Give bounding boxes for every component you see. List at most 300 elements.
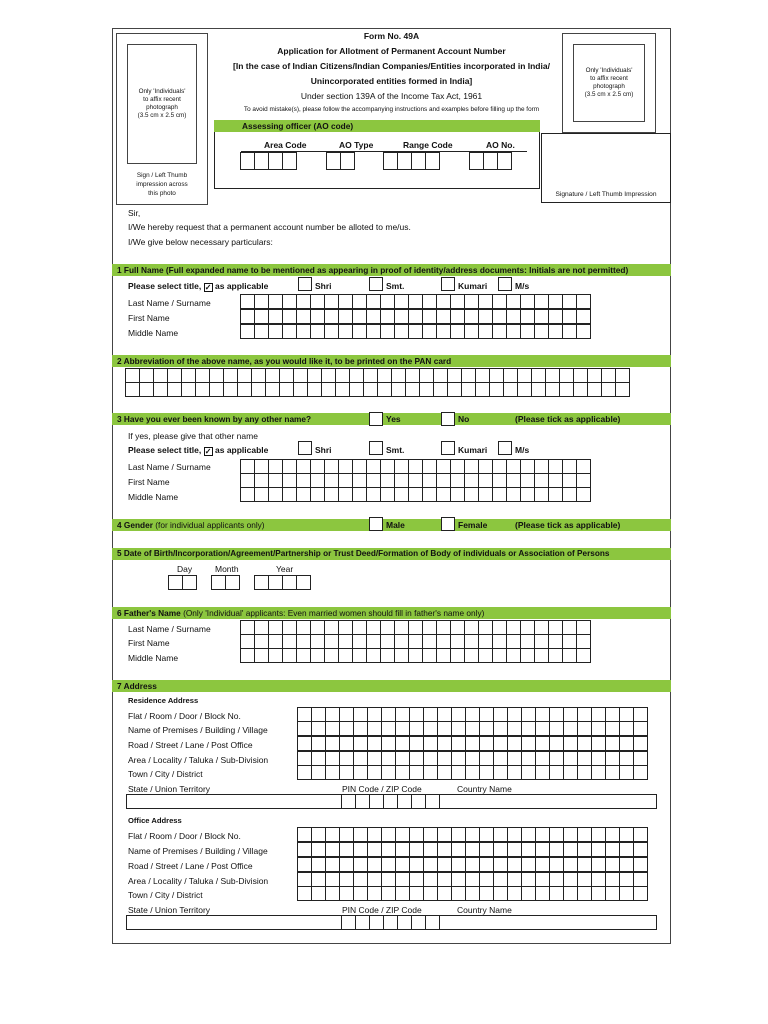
char-box[interactable] xyxy=(591,751,606,766)
char-box[interactable] xyxy=(507,886,522,901)
char-box[interactable] xyxy=(548,620,563,635)
char-box[interactable] xyxy=(577,886,592,901)
char-box[interactable] xyxy=(605,842,620,857)
char-box[interactable] xyxy=(577,751,592,766)
char-box[interactable] xyxy=(325,721,340,736)
s4-male-checkbox[interactable] xyxy=(369,517,383,531)
char-box[interactable] xyxy=(549,886,564,901)
char-box[interactable] xyxy=(324,487,339,502)
char-box[interactable] xyxy=(465,842,480,857)
char-box[interactable] xyxy=(254,634,269,649)
char-box[interactable] xyxy=(436,648,451,663)
char-box[interactable] xyxy=(492,294,507,309)
char-box[interactable] xyxy=(577,857,592,872)
char-box[interactable] xyxy=(577,736,592,751)
char-box[interactable] xyxy=(367,886,382,901)
char-box[interactable] xyxy=(520,487,535,502)
char-box[interactable] xyxy=(296,324,311,339)
char-box[interactable] xyxy=(324,648,339,663)
off-address-boxes-3[interactable] xyxy=(298,857,648,872)
char-box[interactable] xyxy=(352,634,367,649)
char-box[interactable] xyxy=(479,736,494,751)
char-box[interactable] xyxy=(591,827,606,842)
char-box[interactable] xyxy=(268,324,283,339)
char-box[interactable] xyxy=(563,857,578,872)
char-box[interactable] xyxy=(517,382,532,397)
char-box[interactable] xyxy=(549,721,564,736)
char-box[interactable] xyxy=(240,648,255,663)
char-box[interactable] xyxy=(383,915,398,930)
ao-code-boxes-2[interactable] xyxy=(327,152,355,170)
char-box[interactable] xyxy=(381,872,396,887)
char-box[interactable] xyxy=(549,707,564,722)
char-box[interactable] xyxy=(489,368,504,383)
char-box[interactable] xyxy=(311,707,326,722)
char-box[interactable] xyxy=(437,886,452,901)
char-box[interactable] xyxy=(367,736,382,751)
char-box[interactable] xyxy=(355,915,370,930)
char-box[interactable] xyxy=(297,707,312,722)
char-box[interactable] xyxy=(395,857,410,872)
char-box[interactable] xyxy=(409,886,424,901)
char-box[interactable] xyxy=(450,459,465,474)
char-box[interactable] xyxy=(321,368,336,383)
char-box[interactable] xyxy=(338,324,353,339)
char-box[interactable] xyxy=(352,473,367,488)
char-box[interactable] xyxy=(465,886,480,901)
char-box[interactable] xyxy=(465,765,480,780)
char-box[interactable] xyxy=(461,368,476,383)
char-box[interactable] xyxy=(520,620,535,635)
char-box[interactable] xyxy=(507,842,522,857)
char-box[interactable] xyxy=(576,459,591,474)
char-box[interactable] xyxy=(520,473,535,488)
char-box[interactable] xyxy=(478,634,493,649)
char-box[interactable] xyxy=(381,751,396,766)
char-box[interactable] xyxy=(352,309,367,324)
res-address-boxes-5[interactable] xyxy=(298,765,648,780)
char-box[interactable] xyxy=(394,620,409,635)
char-box[interactable] xyxy=(562,294,577,309)
char-box[interactable] xyxy=(605,827,620,842)
char-box[interactable] xyxy=(311,751,326,766)
char-box[interactable] xyxy=(335,368,350,383)
char-box[interactable] xyxy=(254,620,269,635)
char-box[interactable] xyxy=(409,842,424,857)
char-box[interactable] xyxy=(405,382,420,397)
char-box[interactable] xyxy=(293,382,308,397)
char-box[interactable] xyxy=(475,368,490,383)
char-box[interactable] xyxy=(367,765,382,780)
char-box[interactable] xyxy=(619,827,634,842)
char-box[interactable] xyxy=(352,324,367,339)
char-box[interactable] xyxy=(367,842,382,857)
char-box[interactable] xyxy=(451,857,466,872)
char-box[interactable] xyxy=(451,765,466,780)
char-box[interactable] xyxy=(338,473,353,488)
char-box[interactable] xyxy=(240,487,255,502)
char-box[interactable] xyxy=(423,765,438,780)
char-box[interactable] xyxy=(451,842,466,857)
char-box[interactable] xyxy=(353,872,368,887)
char-box[interactable] xyxy=(425,152,440,170)
char-box[interactable] xyxy=(475,382,490,397)
char-box[interactable] xyxy=(411,152,426,170)
char-box[interactable] xyxy=(465,736,480,751)
char-box[interactable] xyxy=(268,473,283,488)
char-box[interactable] xyxy=(450,487,465,502)
char-box[interactable] xyxy=(535,736,550,751)
char-box[interactable] xyxy=(489,382,504,397)
char-box[interactable] xyxy=(338,634,353,649)
char-box[interactable] xyxy=(451,751,466,766)
char-box[interactable] xyxy=(408,324,423,339)
char-box[interactable] xyxy=(167,368,182,383)
char-box[interactable] xyxy=(377,382,392,397)
char-box[interactable] xyxy=(422,487,437,502)
char-box[interactable] xyxy=(380,620,395,635)
char-box[interactable] xyxy=(251,382,266,397)
char-box[interactable] xyxy=(282,620,297,635)
char-box[interactable] xyxy=(268,459,283,474)
char-box[interactable] xyxy=(297,765,312,780)
char-box[interactable] xyxy=(451,827,466,842)
char-box[interactable] xyxy=(380,459,395,474)
signature-box[interactable] xyxy=(541,133,671,203)
char-box[interactable] xyxy=(395,707,410,722)
char-box[interactable] xyxy=(296,648,311,663)
char-box[interactable] xyxy=(395,765,410,780)
char-box[interactable] xyxy=(562,648,577,663)
char-box[interactable] xyxy=(355,794,370,809)
char-box[interactable] xyxy=(311,872,326,887)
char-box[interactable] xyxy=(591,886,606,901)
char-box[interactable] xyxy=(168,575,183,590)
char-box[interactable] xyxy=(493,765,508,780)
char-box[interactable] xyxy=(353,721,368,736)
char-box[interactable] xyxy=(433,382,448,397)
char-box[interactable] xyxy=(352,648,367,663)
char-box[interactable] xyxy=(549,872,564,887)
char-box[interactable] xyxy=(497,152,512,170)
char-box[interactable] xyxy=(577,872,592,887)
char-box[interactable] xyxy=(534,294,549,309)
s3-shri-checkbox[interactable] xyxy=(298,441,312,455)
char-box[interactable] xyxy=(338,648,353,663)
char-box[interactable] xyxy=(465,827,480,842)
char-box[interactable] xyxy=(605,721,620,736)
char-box[interactable] xyxy=(521,736,536,751)
char-box[interactable] xyxy=(422,620,437,635)
char-box[interactable] xyxy=(422,634,437,649)
char-box[interactable] xyxy=(254,487,269,502)
char-box[interactable] xyxy=(633,872,648,887)
char-box[interactable] xyxy=(563,736,578,751)
char-box[interactable] xyxy=(394,473,409,488)
char-box[interactable] xyxy=(311,721,326,736)
char-box[interactable] xyxy=(437,857,452,872)
char-box[interactable] xyxy=(265,382,280,397)
char-box[interactable] xyxy=(181,368,196,383)
char-box[interactable] xyxy=(605,736,620,751)
char-box[interactable] xyxy=(534,309,549,324)
char-box[interactable] xyxy=(436,294,451,309)
char-box[interactable] xyxy=(447,368,462,383)
char-box[interactable] xyxy=(492,459,507,474)
char-box[interactable] xyxy=(394,487,409,502)
char-box[interactable] xyxy=(535,842,550,857)
char-box[interactable] xyxy=(433,368,448,383)
char-box[interactable] xyxy=(520,309,535,324)
char-box[interactable] xyxy=(395,736,410,751)
char-box[interactable] xyxy=(125,368,140,383)
char-box[interactable] xyxy=(548,473,563,488)
char-box[interactable] xyxy=(437,736,452,751)
char-box[interactable] xyxy=(492,487,507,502)
s1-middle-name-boxes[interactable] xyxy=(241,324,591,339)
char-box[interactable] xyxy=(450,634,465,649)
char-box[interactable] xyxy=(506,459,521,474)
char-box[interactable] xyxy=(395,872,410,887)
char-box[interactable] xyxy=(296,459,311,474)
char-box[interactable] xyxy=(240,324,255,339)
char-box[interactable] xyxy=(619,857,634,872)
char-box[interactable] xyxy=(340,152,355,170)
char-box[interactable] xyxy=(409,857,424,872)
ao-code-boxes-1[interactable] xyxy=(241,152,297,170)
char-box[interactable] xyxy=(520,459,535,474)
char-box[interactable] xyxy=(563,751,578,766)
char-box[interactable] xyxy=(282,459,297,474)
char-box[interactable] xyxy=(535,751,550,766)
char-box[interactable] xyxy=(296,294,311,309)
char-box[interactable] xyxy=(380,648,395,663)
char-box[interactable] xyxy=(520,634,535,649)
char-box[interactable] xyxy=(338,309,353,324)
char-box[interactable] xyxy=(534,620,549,635)
char-box[interactable] xyxy=(493,872,508,887)
char-box[interactable] xyxy=(478,648,493,663)
char-box[interactable] xyxy=(534,648,549,663)
char-box[interactable] xyxy=(633,842,648,857)
char-box[interactable] xyxy=(493,886,508,901)
char-box[interactable] xyxy=(535,872,550,887)
char-box[interactable] xyxy=(425,915,440,930)
char-box[interactable] xyxy=(507,721,522,736)
char-box[interactable] xyxy=(576,648,591,663)
char-box[interactable] xyxy=(367,721,382,736)
char-box[interactable] xyxy=(464,487,479,502)
char-box[interactable] xyxy=(506,634,521,649)
s5-year-boxes[interactable] xyxy=(255,575,311,590)
char-box[interactable] xyxy=(534,487,549,502)
char-box[interactable] xyxy=(338,487,353,502)
char-box[interactable] xyxy=(521,721,536,736)
char-box[interactable] xyxy=(479,842,494,857)
char-box[interactable] xyxy=(633,886,648,901)
char-box[interactable] xyxy=(507,765,522,780)
char-box[interactable] xyxy=(268,648,283,663)
char-box[interactable] xyxy=(310,634,325,649)
char-box[interactable] xyxy=(394,634,409,649)
char-box[interactable] xyxy=(297,736,312,751)
char-box[interactable] xyxy=(535,857,550,872)
char-box[interactable] xyxy=(311,765,326,780)
char-box[interactable] xyxy=(395,886,410,901)
char-box[interactable] xyxy=(325,857,340,872)
char-box[interactable] xyxy=(324,309,339,324)
char-box[interactable] xyxy=(297,721,312,736)
char-box[interactable] xyxy=(464,620,479,635)
s3-ms-checkbox[interactable] xyxy=(498,441,512,455)
char-box[interactable] xyxy=(436,487,451,502)
char-box[interactable] xyxy=(395,842,410,857)
char-box[interactable] xyxy=(479,857,494,872)
char-box[interactable] xyxy=(237,382,252,397)
res-address-boxes-3[interactable] xyxy=(298,736,648,751)
char-box[interactable] xyxy=(591,736,606,751)
char-box[interactable] xyxy=(405,368,420,383)
char-box[interactable] xyxy=(409,751,424,766)
char-box[interactable] xyxy=(325,765,340,780)
char-box[interactable] xyxy=(492,309,507,324)
char-box[interactable] xyxy=(307,368,322,383)
char-box[interactable] xyxy=(237,368,252,383)
char-box[interactable] xyxy=(408,620,423,635)
char-box[interactable] xyxy=(153,382,168,397)
off-address-boxes-4[interactable] xyxy=(298,872,648,887)
char-box[interactable] xyxy=(605,872,620,887)
char-box[interactable] xyxy=(391,382,406,397)
char-box[interactable] xyxy=(464,634,479,649)
char-box[interactable] xyxy=(507,872,522,887)
char-box[interactable] xyxy=(478,459,493,474)
char-box[interactable] xyxy=(591,842,606,857)
char-box[interactable] xyxy=(395,827,410,842)
char-box[interactable] xyxy=(324,294,339,309)
char-box[interactable] xyxy=(535,827,550,842)
char-box[interactable] xyxy=(577,721,592,736)
char-box[interactable] xyxy=(633,736,648,751)
char-box[interactable] xyxy=(366,634,381,649)
char-box[interactable] xyxy=(380,473,395,488)
char-box[interactable] xyxy=(325,872,340,887)
char-box[interactable] xyxy=(562,634,577,649)
char-box[interactable] xyxy=(293,368,308,383)
char-box[interactable] xyxy=(425,794,440,809)
char-box[interactable] xyxy=(352,487,367,502)
char-box[interactable] xyxy=(493,707,508,722)
char-box[interactable] xyxy=(633,765,648,780)
char-box[interactable] xyxy=(311,827,326,842)
char-box[interactable] xyxy=(465,707,480,722)
char-box[interactable] xyxy=(465,872,480,887)
char-box[interactable] xyxy=(601,368,616,383)
char-box[interactable] xyxy=(353,765,368,780)
char-box[interactable] xyxy=(394,459,409,474)
char-box[interactable] xyxy=(562,459,577,474)
char-box[interactable] xyxy=(464,648,479,663)
char-box[interactable] xyxy=(517,368,532,383)
char-box[interactable] xyxy=(577,827,592,842)
char-box[interactable] xyxy=(325,827,340,842)
char-box[interactable] xyxy=(619,765,634,780)
char-box[interactable] xyxy=(562,309,577,324)
char-box[interactable] xyxy=(507,827,522,842)
char-box[interactable] xyxy=(394,648,409,663)
char-box[interactable] xyxy=(464,459,479,474)
char-box[interactable] xyxy=(268,575,283,590)
char-box[interactable] xyxy=(310,309,325,324)
char-box[interactable] xyxy=(535,886,550,901)
ao-code-boxes-4[interactable] xyxy=(470,152,512,170)
char-box[interactable] xyxy=(395,721,410,736)
char-box[interactable] xyxy=(339,842,354,857)
char-box[interactable] xyxy=(563,827,578,842)
char-box[interactable] xyxy=(338,459,353,474)
char-box[interactable] xyxy=(310,620,325,635)
char-box[interactable] xyxy=(545,368,560,383)
char-box[interactable] xyxy=(493,721,508,736)
ao-code-boxes-3[interactable] xyxy=(384,152,440,170)
char-box[interactable] xyxy=(423,857,438,872)
char-box[interactable] xyxy=(353,842,368,857)
char-box[interactable] xyxy=(367,827,382,842)
char-box[interactable] xyxy=(380,309,395,324)
char-box[interactable] xyxy=(339,721,354,736)
char-box[interactable] xyxy=(353,736,368,751)
char-box[interactable] xyxy=(251,368,266,383)
s6-first-name-boxes[interactable] xyxy=(241,634,591,649)
char-box[interactable] xyxy=(464,324,479,339)
char-box[interactable] xyxy=(422,648,437,663)
char-box[interactable] xyxy=(548,324,563,339)
char-box[interactable] xyxy=(254,294,269,309)
s1-last-name-boxes[interactable] xyxy=(241,294,591,309)
char-box[interactable] xyxy=(181,382,196,397)
char-box[interactable] xyxy=(324,634,339,649)
char-box[interactable] xyxy=(577,765,592,780)
char-box[interactable] xyxy=(282,473,297,488)
char-box[interactable] xyxy=(125,382,140,397)
char-box[interactable] xyxy=(139,368,154,383)
char-box[interactable] xyxy=(423,721,438,736)
char-box[interactable] xyxy=(209,368,224,383)
char-box[interactable] xyxy=(563,842,578,857)
char-box[interactable] xyxy=(353,707,368,722)
char-box[interactable] xyxy=(311,736,326,751)
char-box[interactable] xyxy=(549,857,564,872)
char-box[interactable] xyxy=(507,857,522,872)
char-box[interactable] xyxy=(195,368,210,383)
char-box[interactable] xyxy=(254,152,269,170)
char-box[interactable] xyxy=(465,857,480,872)
char-box[interactable] xyxy=(493,736,508,751)
char-box[interactable] xyxy=(254,459,269,474)
char-box[interactable] xyxy=(535,765,550,780)
char-box[interactable] xyxy=(408,487,423,502)
char-box[interactable] xyxy=(521,827,536,842)
char-box[interactable] xyxy=(563,721,578,736)
res-pin-boxes[interactable] xyxy=(342,794,440,809)
s1-kumari-checkbox[interactable] xyxy=(441,277,455,291)
photo-placeholder-left[interactable] xyxy=(127,44,197,164)
char-box[interactable] xyxy=(380,634,395,649)
char-box[interactable] xyxy=(591,765,606,780)
char-box[interactable] xyxy=(341,915,356,930)
char-box[interactable] xyxy=(366,309,381,324)
char-box[interactable] xyxy=(605,751,620,766)
